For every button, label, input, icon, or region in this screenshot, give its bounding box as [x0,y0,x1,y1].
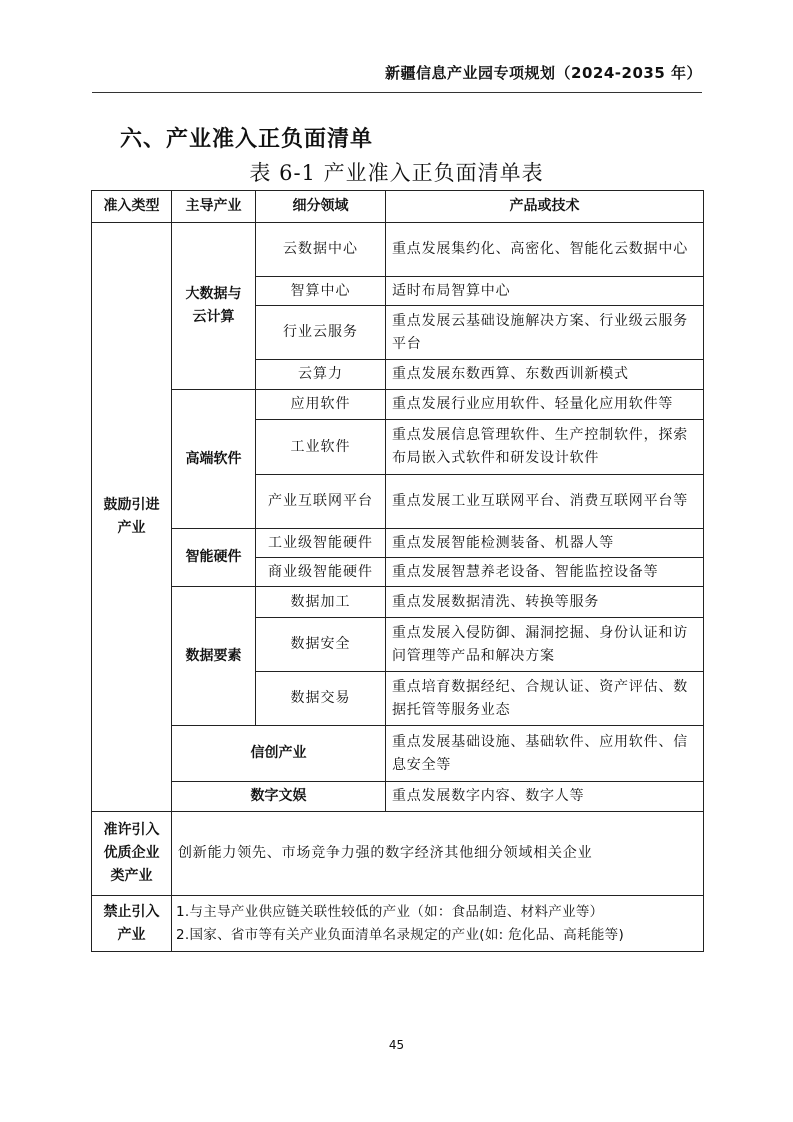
product-cell: 重点发展行业应用软件、轻量化应用软件等 [386,390,704,420]
product-cell: 重点发展智慧养老设备、智能监控设备等 [386,558,704,587]
subfield-cell: 数据安全 [256,618,386,672]
product-cell: 重点发展东数西算、东数西训新模式 [386,360,704,390]
column-header: 产品或技术 [386,191,704,223]
table-row [92,896,704,952]
industry-cell: 智能硬件 [172,529,256,587]
industry-cell: 数据要素 [172,587,256,726]
type-line: 禁止引入 [103,903,160,920]
subfield-cell: 行业云服务 [256,306,386,360]
product-cell: 重点发展入侵防御、漏洞挖掘、身份认证和访问管理等产品和解决方案 [386,618,704,672]
type-line: 类产业 [110,868,153,884]
subfield-cell: 工业软件 [256,420,386,475]
table-row [92,529,704,558]
industry-cell [172,223,256,390]
industry-line: 云计算 [192,309,235,325]
subfield-cell: 商业级智能硬件 [256,558,386,587]
permit-description-cell: 创新能力领先、市场竞争力强的数字经济其他细分领域相关企业 [172,812,704,896]
table-row [92,587,704,618]
subfield-cell: 工业级智能硬件 [256,529,386,558]
type-line: 产业 [117,520,146,536]
table-row [92,812,704,896]
product-cell: 重点发展信息管理软件、生产控制软件，探索布局嵌入式软件和研发设计软件 [386,420,704,475]
prohibit-list-cell [172,896,704,952]
product-cell: 重点发展云基础设施解决方案、行业级云服务平台 [386,306,704,360]
product-cell: 重点发展数字内容、数字人等 [386,782,704,812]
product-cell: 重点发展数据清洗、转换等服务 [386,587,704,618]
prohibit-type-cell [92,896,172,952]
table-row [92,726,704,782]
subfield-cell: 应用软件 [256,390,386,420]
table-row [92,390,704,420]
permit-type-cell [92,812,172,896]
product-cell: 适时布局智算中心 [386,277,704,306]
entry-list-table [91,190,704,952]
subfield-cell: 云算力 [256,360,386,390]
product-cell: 重点发展基础设施、基础软件、应用软件、信息安全等 [386,726,704,782]
type-line: 产业 [117,926,146,943]
column-header: 主导产业 [172,191,256,223]
prohibit-item: 1.与主导产业供应链关联性较低的产业（如：食品制造、材料产业等） [176,903,604,920]
column-header: 细分领域 [256,191,386,223]
product-cell: 重点发展集约化、高密化、智能化云数据中心 [386,223,704,277]
type-line: 准许引入 [103,822,160,838]
subfield-cell: 数据交易 [256,672,386,726]
table-row [92,223,704,277]
encourage-type-cell [92,223,172,812]
running-header: 新疆信息产业园专项规划（2024-2035 年） [92,62,702,93]
subfield-cell: 数据加工 [256,587,386,618]
subfield-cell: 智算中心 [256,277,386,306]
column-header: 准入类型 [92,191,172,223]
section-title: 六、产业准入正负面清单 [120,127,374,152]
subfield-cell: 产业互联网平台 [256,475,386,529]
product-cell: 重点发展智能检测装备、机器人等 [386,529,704,558]
type-line: 鼓励引进 [103,497,160,513]
prohibit-item: 2.国家、省市等有关产业负面清单名录规定的产业(如: 危化品、高耗能等) [176,926,625,943]
product-cell: 重点培育数据经纪、合规认证、资产评估、数据托管等服务业态 [386,672,704,726]
table-caption: 表 6-1 产业准入正负面清单表 [249,161,544,185]
table-row [92,782,704,812]
page-number: 45 [388,1038,405,1052]
subfield-cell: 云数据中心 [256,223,386,277]
type-line: 优质企业 [103,845,160,861]
table-header-row [92,191,704,223]
industry-line: 大数据与 [185,286,242,302]
industry-cell: 高端软件 [172,390,256,529]
product-cell: 重点发展工业互联网平台、消费互联网平台等 [386,475,704,529]
industry-cell: 数字文娱 [172,782,386,812]
industry-cell: 信创产业 [172,726,386,782]
